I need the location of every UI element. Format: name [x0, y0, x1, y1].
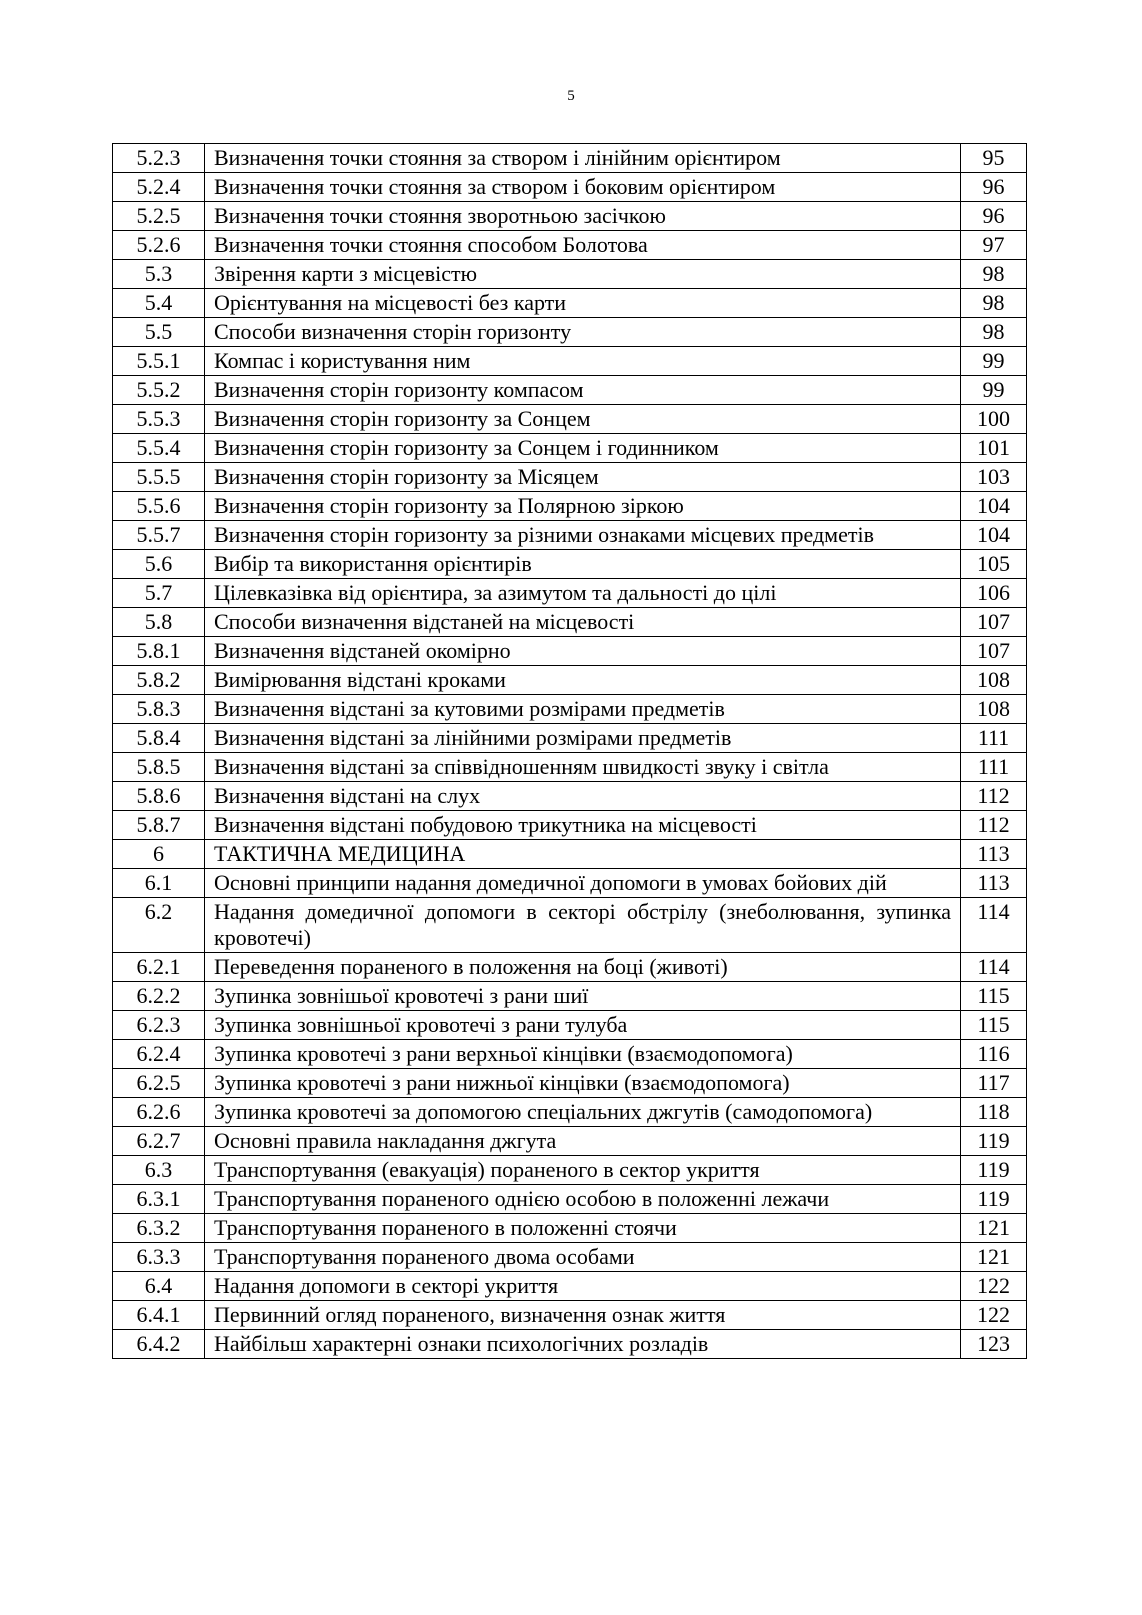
- section-title: Визначення сторін горизонту за Сонцем: [205, 405, 961, 434]
- toc-row: [113, 1301, 1027, 1330]
- toc-row: [113, 550, 1027, 579]
- page-ref: 107: [961, 608, 1027, 637]
- toc-row: [113, 202, 1027, 231]
- section-title: Зупинка зовнішньої кровотечі з рани тулуба: [205, 1011, 961, 1040]
- section-number: 6.2: [113, 898, 205, 953]
- toc-row: [113, 173, 1027, 202]
- section-title: Зупинка зовнішьої кровотечі з рани шиї: [205, 982, 961, 1011]
- section-title: Зупинка кровотечі з рани нижньої кінцівки (взаємодопомога): [205, 1069, 961, 1098]
- section-title: Основні принципи надання домедичної допомоги в умовах бойових дій: [205, 869, 961, 898]
- page-ref: 96: [961, 202, 1027, 231]
- toc-row: [113, 840, 1027, 869]
- section-number: 6.2.2: [113, 982, 205, 1011]
- toc-row: [113, 492, 1027, 521]
- toc-row: [113, 521, 1027, 550]
- section-title: Цілевказівка від орієнтира, за азимутом та дальності до цілі: [205, 579, 961, 608]
- page-ref: 119: [961, 1127, 1027, 1156]
- section-title: Переведення пораненого в положення на боці (животі): [205, 953, 961, 982]
- toc-row: [113, 811, 1027, 840]
- toc-row: [113, 347, 1027, 376]
- page-ref: 108: [961, 666, 1027, 695]
- section-number: 5.5.1: [113, 347, 205, 376]
- section-number: 6.2.4: [113, 1040, 205, 1069]
- section-number: 5.8.2: [113, 666, 205, 695]
- section-title: Компас і користування ним: [205, 347, 961, 376]
- section-number: 6.4.1: [113, 1301, 205, 1330]
- section-title: Визначення сторін горизонту компасом: [205, 376, 961, 405]
- section-number: 5.5.7: [113, 521, 205, 550]
- table-of-contents: [112, 143, 1027, 1359]
- page-ref: 112: [961, 782, 1027, 811]
- section-number: 5.3: [113, 260, 205, 289]
- toc-body: [113, 144, 1027, 1359]
- toc-row: [113, 782, 1027, 811]
- page-ref: 112: [961, 811, 1027, 840]
- section-title: Первинний огляд пораненого, визначення ознак життя: [205, 1301, 961, 1330]
- page-ref: 123: [961, 1330, 1027, 1359]
- page-ref: 103: [961, 463, 1027, 492]
- page-ref: 115: [961, 1011, 1027, 1040]
- toc-row: [113, 869, 1027, 898]
- page-number: 5: [567, 88, 575, 104]
- section-title: Визначення відстані на слух: [205, 782, 961, 811]
- page-ref: 121: [961, 1214, 1027, 1243]
- section-number: 6.2.3: [113, 1011, 205, 1040]
- section-title: Звірення карти з місцевістю: [205, 260, 961, 289]
- section-number: 5.2.5: [113, 202, 205, 231]
- section-title: ТАКТИЧНА МЕДИЦИНА: [205, 840, 961, 869]
- page-ref: 115: [961, 982, 1027, 1011]
- page-ref: 114: [961, 898, 1027, 953]
- section-number: 5.8.4: [113, 724, 205, 753]
- section-number: 5.8.6: [113, 782, 205, 811]
- section-title: Визначення сторін горизонту за Сонцем і годинником: [205, 434, 961, 463]
- section-title: Визначення точки стояння способом Болотова: [205, 231, 961, 260]
- section-title: Визначення відстані побудовою трикутника на місцевості: [205, 811, 961, 840]
- section-title: Визначення сторін горизонту за Місяцем: [205, 463, 961, 492]
- section-title: Транспортування пораненого в положенні стоячи: [205, 1214, 961, 1243]
- section-number: 6.3: [113, 1156, 205, 1185]
- toc-row: [113, 1011, 1027, 1040]
- section-title: Визначення точки стояння за створом і лінійним орієнтиром: [205, 144, 961, 173]
- page-ref: 114: [961, 953, 1027, 982]
- page-ref: 95: [961, 144, 1027, 173]
- section-title: Зупинка кровотечі за допомогою спеціальних джгутів (самодопомога): [205, 1098, 961, 1127]
- section-number: 5.8.5: [113, 753, 205, 782]
- section-number: 6.2.6: [113, 1098, 205, 1127]
- page-ref: 104: [961, 492, 1027, 521]
- toc-row: [113, 1069, 1027, 1098]
- section-number: 5.5.3: [113, 405, 205, 434]
- toc-row: [113, 724, 1027, 753]
- page-ref: 119: [961, 1156, 1027, 1185]
- page-ref: 98: [961, 260, 1027, 289]
- section-number: 6.3.2: [113, 1214, 205, 1243]
- section-title: Транспортування (евакуація) пораненого в сектор укриття: [205, 1156, 961, 1185]
- section-number: 5.5.4: [113, 434, 205, 463]
- section-title: Визначення точки стояння за створом і боковим орієнтиром: [205, 173, 961, 202]
- toc-row: [113, 318, 1027, 347]
- section-title: Визначення сторін горизонту за Полярною зіркою: [205, 492, 961, 521]
- section-title: Орієнтування на місцевості без карти: [205, 289, 961, 318]
- page-ref: 113: [961, 840, 1027, 869]
- toc-row: [113, 376, 1027, 405]
- toc-row: [113, 953, 1027, 982]
- section-number: 5.8: [113, 608, 205, 637]
- section-title: Надання домедичної допомоги в секторі обстрілу (знеболювання, зупинка кровотечі): [205, 898, 961, 953]
- toc-row: [113, 982, 1027, 1011]
- section-title: Транспортування пораненого двома особами: [205, 1243, 961, 1272]
- section-title: Надання допомоги в секторі укриття: [205, 1272, 961, 1301]
- toc-row: [113, 637, 1027, 666]
- page-ref: 122: [961, 1301, 1027, 1330]
- toc-row: [113, 753, 1027, 782]
- section-title: Зупинка кровотечі з рани верхньої кінцівки (взаємодопомога): [205, 1040, 961, 1069]
- page-ref: 96: [961, 173, 1027, 202]
- page-ref: 107: [961, 637, 1027, 666]
- section-title: Визначення відстані за лінійними розмірами предметів: [205, 724, 961, 753]
- toc-row: [113, 144, 1027, 173]
- section-number: 6.4: [113, 1272, 205, 1301]
- page-ref: 105: [961, 550, 1027, 579]
- section-number: 5.2.3: [113, 144, 205, 173]
- section-number: 6.1: [113, 869, 205, 898]
- section-number: 5.7: [113, 579, 205, 608]
- section-title: Транспортування пораненого однією особою в положенні лежачи: [205, 1185, 961, 1214]
- section-number: 5.2.4: [113, 173, 205, 202]
- section-title: Вимірювання відстані кроками: [205, 666, 961, 695]
- toc-row: [113, 434, 1027, 463]
- toc-row: [113, 608, 1027, 637]
- page-ref: 99: [961, 376, 1027, 405]
- section-number: 5.2.6: [113, 231, 205, 260]
- page-ref: 111: [961, 724, 1027, 753]
- section-number: 5.5.6: [113, 492, 205, 521]
- section-number: 6.4.2: [113, 1330, 205, 1359]
- page-ref: 108: [961, 695, 1027, 724]
- page-ref: 98: [961, 289, 1027, 318]
- section-title: Основні правила накладання джгута: [205, 1127, 961, 1156]
- toc-row: [113, 231, 1027, 260]
- section-title: Визначення точки стояння зворотньою засічкою: [205, 202, 961, 231]
- section-title: Визначення відстані за кутовими розмірами предметів: [205, 695, 961, 724]
- page-ref: 122: [961, 1272, 1027, 1301]
- page-ref: 117: [961, 1069, 1027, 1098]
- toc-row: [113, 1243, 1027, 1272]
- toc-row: [113, 1214, 1027, 1243]
- page-ref: 99: [961, 347, 1027, 376]
- toc-row: [113, 260, 1027, 289]
- toc-row: [113, 695, 1027, 724]
- section-number: 5.8.3: [113, 695, 205, 724]
- page-ref: 116: [961, 1040, 1027, 1069]
- section-number: 5.8.7: [113, 811, 205, 840]
- section-title: Способи визначення сторін горизонту: [205, 318, 961, 347]
- page-ref: 106: [961, 579, 1027, 608]
- section-number: 6.3.1: [113, 1185, 205, 1214]
- section-number: 5.6: [113, 550, 205, 579]
- section-number: 5.4: [113, 289, 205, 318]
- page-ref: 113: [961, 869, 1027, 898]
- toc-row: [113, 463, 1027, 492]
- section-title: Способи визначення відстаней на місцевості: [205, 608, 961, 637]
- page-ref: 119: [961, 1185, 1027, 1214]
- toc-row: [113, 1098, 1027, 1127]
- toc-row: [113, 1185, 1027, 1214]
- page-ref: 111: [961, 753, 1027, 782]
- toc-row: [113, 1330, 1027, 1359]
- page-ref: 101: [961, 434, 1027, 463]
- section-title: Визначення сторін горизонту за різними ознаками місцевих предметів: [205, 521, 961, 550]
- section-title: Вибір та використання орієнтирів: [205, 550, 961, 579]
- section-title: Найбільш характерні ознаки психологічних розладів: [205, 1330, 961, 1359]
- section-number: 5.5.5: [113, 463, 205, 492]
- toc-row: [113, 898, 1027, 953]
- section-title: Визначення відстані за співвідношенням швидкості звуку і світла: [205, 753, 961, 782]
- toc-row: [113, 405, 1027, 434]
- section-title: Визначення відстаней окомірно: [205, 637, 961, 666]
- toc-row: [113, 289, 1027, 318]
- page-ref: 97: [961, 231, 1027, 260]
- section-number: 5.5.2: [113, 376, 205, 405]
- toc-row: [113, 1040, 1027, 1069]
- section-number: 5.5: [113, 318, 205, 347]
- section-number: 6: [113, 840, 205, 869]
- toc-row: [113, 579, 1027, 608]
- toc-row: [113, 1156, 1027, 1185]
- toc-row: [113, 1272, 1027, 1301]
- section-number: 5.8.1: [113, 637, 205, 666]
- section-number: 6.2.5: [113, 1069, 205, 1098]
- section-number: 6.3.3: [113, 1243, 205, 1272]
- page-ref: 100: [961, 405, 1027, 434]
- page-ref: 118: [961, 1098, 1027, 1127]
- page-ref: 104: [961, 521, 1027, 550]
- section-number: 6.2.7: [113, 1127, 205, 1156]
- page-ref: 121: [961, 1243, 1027, 1272]
- section-number: 6.2.1: [113, 953, 205, 982]
- toc-row: [113, 666, 1027, 695]
- page-ref: 98: [961, 318, 1027, 347]
- toc-row: [113, 1127, 1027, 1156]
